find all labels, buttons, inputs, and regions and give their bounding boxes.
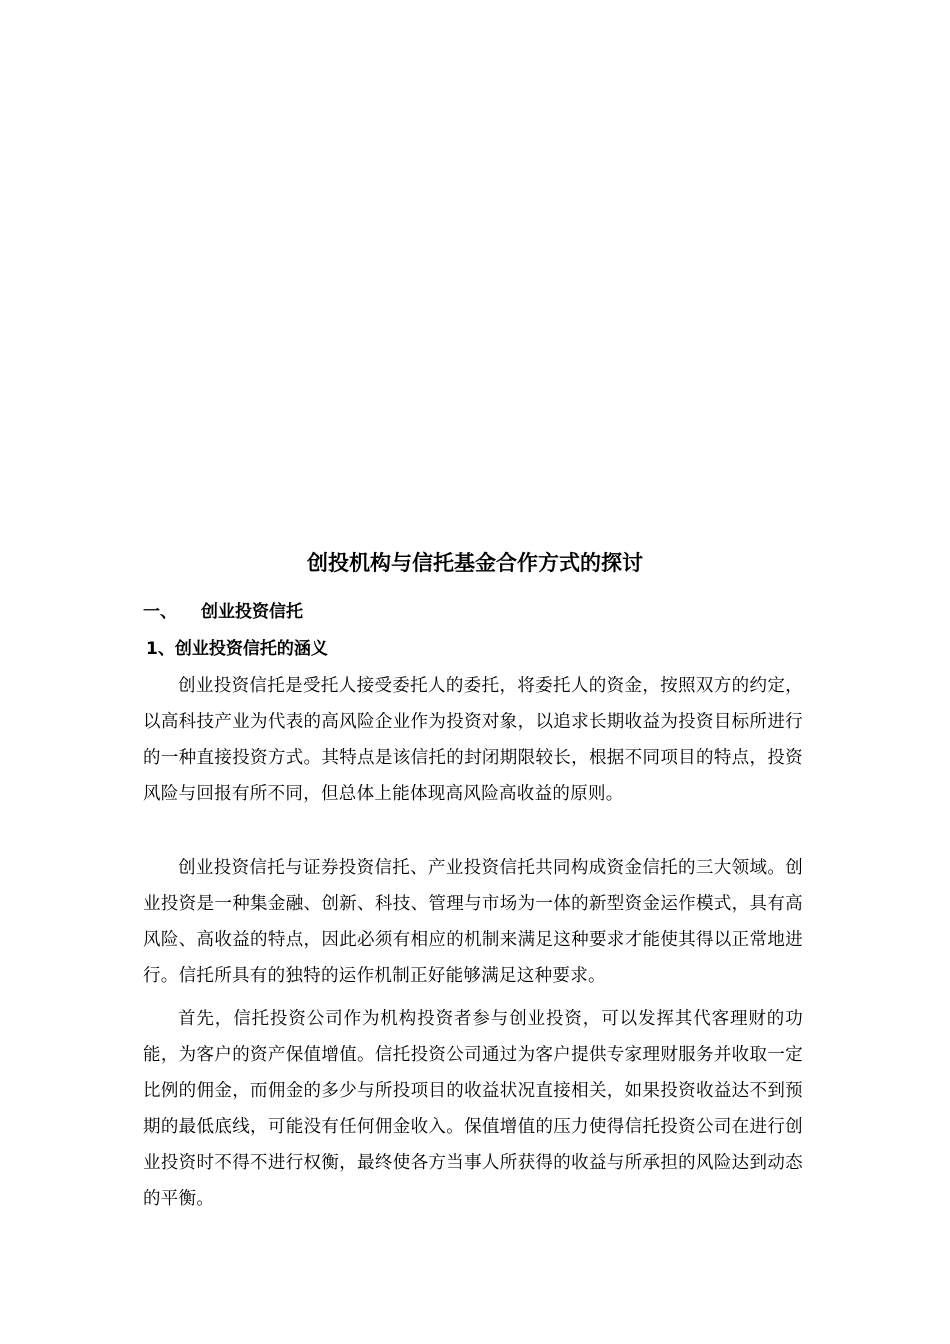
page-title: 创投机构与信托基金合作方式的探讨 <box>307 551 643 575</box>
paragraph-definition: 创业投资信托是受托人接受委托人的委托，将委托人的资金，按照双方的约定，以高科技产业为代表的高风险企业作为投资对象，以追求长期收益为投资目标所进行的一种直接投资方式。其特点是该信托的封闭期限较长，根据不同项目的特点，投资风险与回报有所不同，但总体上能体现高风险高收益的原则。 <box>143 676 803 804</box>
section-number: 一、 <box>143 602 177 622</box>
section-title: 创业投资信托 <box>201 602 303 622</box>
section-heading <box>143 598 303 626</box>
subsection-heading: 1、创业投资信托的涵义 <box>146 639 328 659</box>
paragraph-fields: 创业投资信托与证券投资信托、产业投资信托共同构成资金信托的三大领域。创业投资是一种集金融、创新、科技、管理与市场为一体的新型资金运作模式，具有高风险、高收益的特点，因此必须有相应的机制来满足这种要求才能使其得以正常地进行。信托所具有的独特的运作机制正好能够满足这种要求。 <box>143 858 803 986</box>
paragraph-first-point: 首先，信托投资公司作为机构投资者参与创业投资，可以发挥其代客理财的功能，为客户的资产保值增值。信托投资公司通过为客户提供专家理财服务并收取一定比例的佣金，而佣金的多少与所投项目的收益状况直接相关，如果投资收益达不到预期的最低底线，可能没有任何佣金收入。保值增值的压力使得信托投资公司在进行创业投资时不得不进行权衡，最终使各方当事人所获得的收益与所承担的风险达到动态的平衡。 <box>143 1009 803 1209</box>
